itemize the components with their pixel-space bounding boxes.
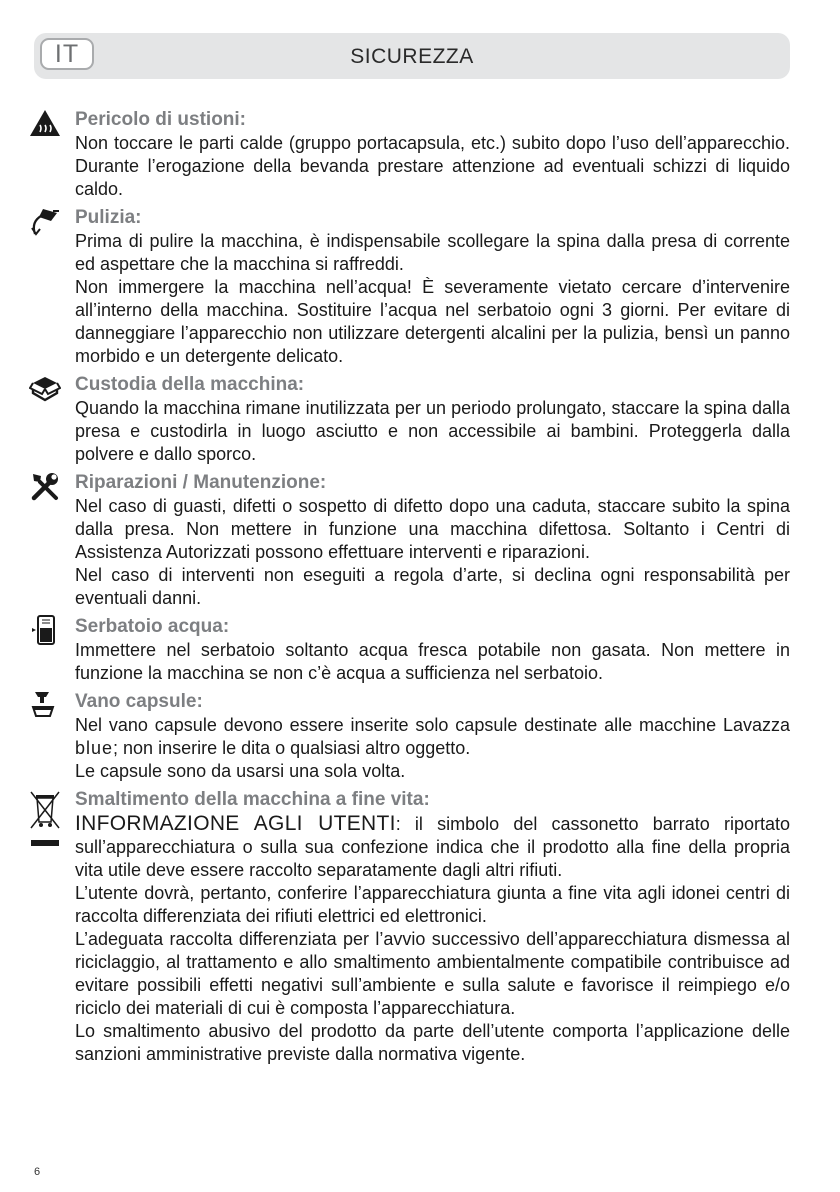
capsule-compartment-icon (29, 690, 61, 720)
section-title: Serbatoio acqua: (75, 616, 230, 637)
page-number: 6 (34, 1166, 41, 1178)
section-capsule-compartment (75, 690, 790, 783)
section-water-tank (75, 615, 790, 685)
water-tank-icon (29, 615, 61, 645)
paragraph: Non immergere la macchina nell’acqua! È severamente vietato cercare d’intervenire all’interno della macchina. Sostituire l’acqua nel serbatoio ogni 3 giorni. Per evitare di danneggiare l’apparecchio non utilizzare detergenti alcalini per la pulizia, bensì un panno morbido e un detergente delicato. (75, 277, 790, 366)
paragraph: Prima di pulire la macchina, è indispensabile scollegare la spina dalla presa di corrente ed aspettare che la macchina si raffreddi. (75, 231, 790, 274)
storage-box-icon (29, 373, 61, 403)
paragraph: Non toccare le parti calde (gruppo portacapsula, etc.) subito dopo l’uso dell’apparecchio. Durante l’erogazione della bevanda prestare attenzione ad eventuali schizzi di liquido caldo. (75, 133, 790, 199)
page-title: SICUREZZA (350, 45, 474, 68)
text-span: ; non inserire le dita o qualsiasi altro oggetto. (113, 738, 471, 758)
paragraph: Nel caso di guasti, difetti o sospetto di difetto dopo una caduta, staccare subito la spina dalla presa. Non mettere in funzione una macchina difettosa. Soltanto i Centri di Assistenza Autorizzati possono effettuare interventi e riparazioni. (75, 496, 790, 562)
section-title: Vano capsule: (75, 691, 203, 712)
language-badge: IT (40, 38, 94, 70)
section-title: Pulizia: (75, 207, 142, 228)
section-storage (75, 373, 790, 466)
tools-icon (29, 471, 61, 501)
section-title: Pericolo di ustioni: (75, 109, 247, 130)
paragraph (75, 812, 790, 882)
crossed-bin-icon (29, 790, 61, 852)
paragraph: Lo smaltimento abusivo del prodotto da parte dell’utente comporta l’applicazione delle sanzioni amministrative previste dalla normativa vigente. (75, 1021, 790, 1064)
section-repairs (75, 471, 790, 610)
warning-hot-icon (29, 108, 61, 138)
paragraph: Immettere nel serbatoio soltanto acqua fresca potabile non gasata. Non mettere in funzione la macchina se non c’è acqua a sufficienza nel serbatoio. (75, 640, 790, 683)
brand-logo: blue (75, 738, 114, 758)
section-cleaning (75, 206, 790, 368)
unplug-icon (29, 206, 61, 236)
section-disposal (75, 788, 790, 1066)
paragraph: L’utente dovrà, pertanto, conferire l’apparecchiatura giunta a fine vita agli idonei centri di raccolta differenziata dei rifiuti elettrici ed elettronici. (75, 883, 790, 926)
section-title: Smaltimento della macchina a fine vita: (75, 789, 430, 810)
paragraph: Quando la macchina rimane inutilizzata per un periodo prolungato, staccare la spina dalla presa e custodirla in luogo asciutto e non accessibile ai bambini. Proteggerla dalla polvere e dallo sporco. (75, 398, 790, 464)
paragraph (75, 714, 790, 760)
users-info-heading: INFORMAZIONE AGLI UTENTI (75, 812, 396, 835)
safety-content (75, 108, 790, 1071)
paragraph: Le capsule sono da usarsi una sola volta. (75, 761, 406, 781)
text-span: Nel vano capsule devono essere inserite solo capsule destinate alle macchine Lavazza (75, 715, 790, 735)
section-title: Riparazioni / Manutenzione: (75, 472, 327, 493)
paragraph: Nel caso di interventi non eseguiti a regola d’arte, si declina ogni responsabilità per eventuali danni. (75, 565, 790, 608)
section-header (34, 33, 790, 79)
section-burn-hazard (75, 108, 790, 201)
paragraph: L’adeguata raccolta differenziata per l’avvio successivo dell’apparecchiatura dismessa al riciclaggio, al trattamento e allo smaltimento ambientalmente compatibile contribuisce ad evitare possibili effetti negativi sull’ambiente e sulla salute e favorisce il reimpiego e/o riciclo dei materiali di cui è composta l’apparecchiatura. (75, 929, 790, 1018)
section-title: Custodia della macchina: (75, 374, 305, 395)
text-span: : il simbolo del cassonetto barrato riportato sull’apparecchiatura o sulla sua confezione indica che il prodotto alla fine della propria vita utile deve essere raccolto separatamente dagli altri rifiuti. (75, 814, 790, 880)
